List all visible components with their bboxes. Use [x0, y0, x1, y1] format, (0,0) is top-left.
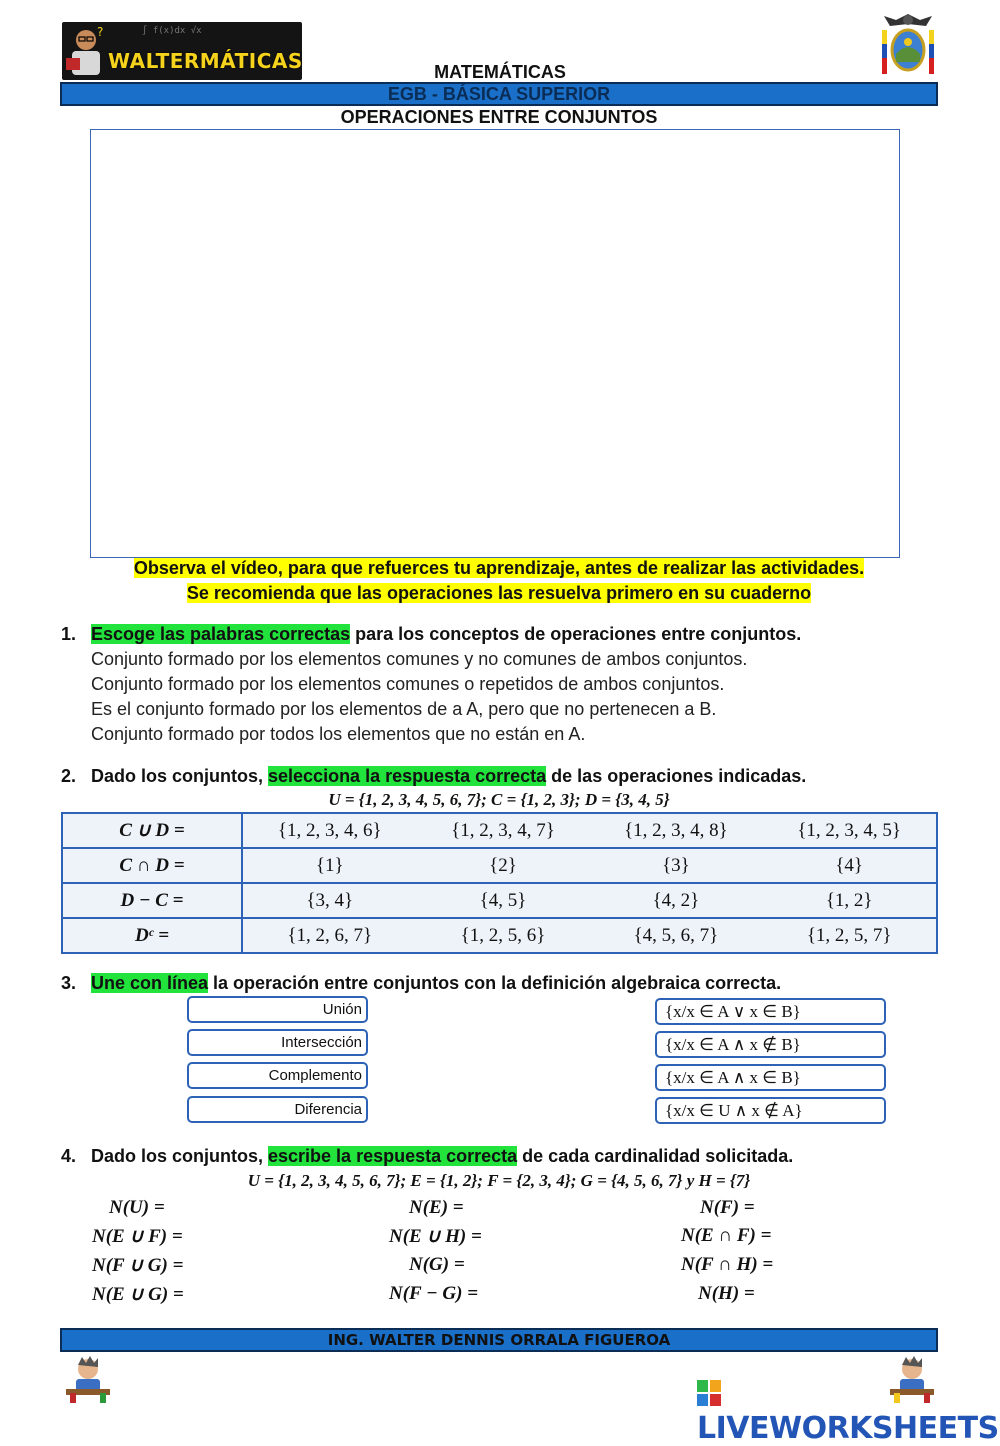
q1-definition-3[interactable]: Es el conjunto formado por los elementos de a A, pero que no pertenecen a B. [91, 699, 717, 719]
q4-cardinality-item[interactable]: N(F) = [700, 1197, 755, 1218]
level-title: EGB - BÁSICA SUPERIOR [387, 84, 611, 104]
logo-doodle: ∫ f(x)dx √x [142, 26, 202, 36]
q3-definition-1[interactable]: {x/x ∈ A ∨ x ∈ B} [655, 998, 886, 1025]
q3-instruction-highlight: Une con línea [91, 973, 209, 993]
table-row [62, 813, 937, 848]
question-3-heading: 3. Une con línea la operación entre conjuntos con la definición algebraica correcta. [61, 973, 782, 993]
logo-text: WALTERMÁTICAS [108, 49, 303, 73]
q3-operation-union[interactable]: Unión [187, 996, 368, 1023]
q2-option[interactable]: {4, 5, 6, 7} [589, 918, 762, 953]
footer-author: ING. WALTER DENNIS ORRALA FIGUEROA [327, 1331, 671, 1349]
q2-option[interactable]: {1, 2, 3, 4, 7} [417, 813, 590, 848]
q2-option[interactable]: {4, 2} [589, 883, 762, 918]
q3-definition-2[interactable]: {x/x ∈ A ∧ x ∉ B} [655, 1031, 886, 1058]
q2-option[interactable]: {1, 2} [762, 883, 937, 918]
q2-option[interactable]: {1, 2, 5, 7} [762, 918, 937, 953]
q1-instruction-highlight: Escoge las palabras correctas [91, 624, 351, 644]
q3-operation-complement[interactable]: Complemento [187, 1062, 368, 1089]
q2-option[interactable]: {1, 2, 6, 7} [242, 918, 417, 953]
q4-cardinality-item[interactable]: N(E ∪ H) = [389, 1226, 482, 1247]
q4-cardinality-item[interactable]: N(E ∪ G) = [92, 1284, 184, 1305]
q4-instruction-highlight: escribe la respuesta correcta [268, 1146, 518, 1166]
waltermaticas-logo [62, 22, 302, 80]
ecuador-crest-icon [878, 10, 938, 82]
question-4-heading: 4. Dado los conjuntos, escribe la respuesta correcta de cada cardinalidad solicitada. [61, 1146, 794, 1166]
teacher-mascot-icon [66, 26, 106, 76]
q2-row-label: D − C = [62, 883, 242, 918]
q2-option[interactable]: {3, 4} [242, 883, 417, 918]
question-1-heading: 1. Escoge las palabras correctas para los conceptos de operaciones entre conjuntos. [61, 624, 802, 644]
teacher-cartoon-left-icon [62, 1355, 114, 1405]
q2-row-label: C ∩ D = [62, 848, 242, 883]
q2-row-label: Dᶜ = [62, 918, 242, 953]
q4-cardinality-item[interactable]: N(E) = [409, 1197, 464, 1218]
q2-instruction-highlight: selecciona la respuesta correcta [268, 766, 547, 786]
q2-option[interactable]: {2} [417, 848, 590, 883]
q3-operation-intersection[interactable]: Intersección [187, 1029, 368, 1056]
q2-option[interactable]: {1, 2, 5, 6} [417, 918, 590, 953]
liveworksheets-mark-icon [697, 1380, 721, 1406]
level-bar [60, 82, 938, 106]
q1-definition-1[interactable]: Conjunto formado por los elementos comunes y no comunes de ambos conjuntos. [91, 649, 748, 669]
liveworksheets-logo [697, 1376, 1000, 1446]
subject-title: MATEMÁTICAS [434, 62, 566, 82]
footer-author-bar [60, 1328, 938, 1352]
q1-definition-4[interactable]: Conjunto formado por todos los elementos que no están en A. [91, 724, 586, 744]
q4-cardinality-item[interactable]: N(G) = [409, 1254, 465, 1275]
q4-cardinality-item[interactable]: N(H) = [698, 1283, 755, 1304]
q4-cardinality-item[interactable]: N(F − G) = [389, 1283, 479, 1304]
notice-line-1: Observa el vídeo, para que refuerces tu aprendizaje, antes de realizar las actividades. [133, 558, 865, 578]
q4-cardinality-item[interactable]: N(F ∪ G) = [92, 1255, 184, 1276]
q3-operation-difference[interactable]: Diferencia [187, 1096, 368, 1123]
q2-sets: U = {1, 2, 3, 4, 5, 6, 7}; C = {1, 2, 3}; D = {3, 4, 5} [328, 790, 670, 809]
q2-row-label: C ∪ D = [62, 813, 242, 848]
notice-line-2: Se recomienda que las operaciones las resuelva primero en su cuaderno [186, 583, 812, 603]
q2-option[interactable]: {4, 5} [417, 883, 590, 918]
q2-option[interactable]: {3} [589, 848, 762, 883]
q2-option[interactable]: {4} [762, 848, 937, 883]
q3-definition-4[interactable]: {x/x ∈ U ∧ x ∉ A} [655, 1097, 886, 1124]
question-2-heading: 2. Dado los conjuntos, selecciona la respuesta correcta de las operaciones indicadas. [61, 766, 807, 786]
q3-definition-3[interactable]: {x/x ∈ A ∧ x ∈ B} [655, 1064, 886, 1091]
q2-operations-table [61, 812, 938, 954]
q4-cardinality-item[interactable]: N(U) = [109, 1197, 165, 1218]
q4-cardinality-item[interactable]: N(E ∪ F) = [92, 1226, 183, 1247]
table-row [62, 918, 937, 953]
q4-cardinality-item[interactable]: N(F ∩ H) = [681, 1254, 774, 1275]
q1-definition-2[interactable]: Conjunto formado por los elementos comunes o repetidos de ambos conjuntos. [91, 674, 725, 694]
table-row [62, 883, 937, 918]
q2-option[interactable]: {1, 2, 3, 4, 5} [762, 813, 937, 848]
liveworksheets-text: LIVEWORKSHEETS [697, 1411, 999, 1446]
q2-option[interactable]: {1, 2, 3, 4, 8} [589, 813, 762, 848]
q2-option[interactable]: {1} [242, 848, 417, 883]
q2-option[interactable]: {1, 2, 3, 4, 6} [242, 813, 417, 848]
topic-title: OPERACIONES ENTRE CONJUNTOS [340, 107, 658, 127]
svg-text:?: ? [97, 25, 104, 39]
table-row [62, 848, 937, 883]
q4-sets: U = {1, 2, 3, 4, 5, 6, 7}; E = {1, 2}; F = {2, 3, 4}; G = {4, 5, 6, 7} y H = {7} [247, 1171, 751, 1190]
video-frame[interactable] [90, 129, 900, 558]
q4-cardinality-item[interactable]: N(E ∩ F) = [681, 1225, 772, 1246]
